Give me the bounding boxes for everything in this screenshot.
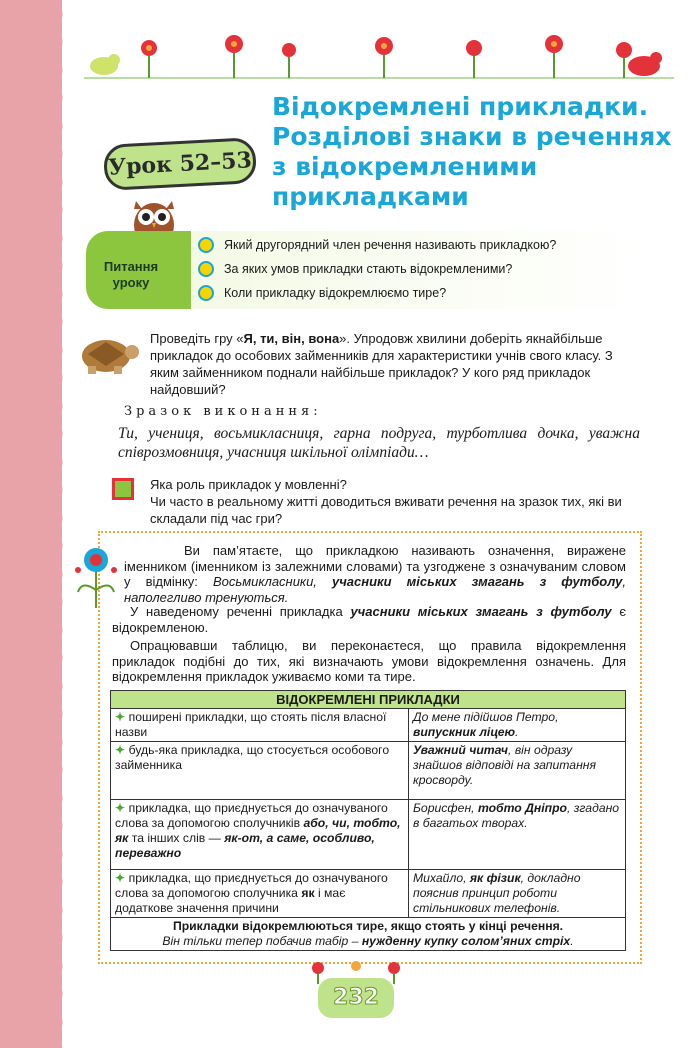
table-row: ✦ прикладка, що приєднується до означуваного слова за допомогою сполучника як і має додаткове значення причини Михайло, як фізик, докладно пояснив принцип роботи стільникових телефонів. [111, 870, 626, 918]
lesson-title: Відокремлені прикладки. Розділові знаки в реченнях з відокремленими прикладками [272, 92, 672, 211]
turtle-icon [74, 330, 140, 378]
discussion-questions: Яка роль прикладок у мовленні? Чи часто в реальному житті доводиться вживати речення на зразок тих, які ви складали під час гри? [150, 477, 622, 526]
sample-text: Ти, учениця, восьмикласниця, гарна подруга, турботлива дочка, уважна співрозмовниця, учасниця шкільної олімпіади… [118, 425, 640, 461]
discussion-square-icon [112, 478, 134, 500]
bullet-icon [198, 237, 214, 253]
sample-heading: Зразок виконання: [124, 404, 322, 419]
game-name: Я, ти, він, вона [243, 331, 340, 346]
table-header-row [111, 691, 626, 709]
plus-icon: ✦ [115, 801, 129, 815]
questions-label: Питання уроку [103, 259, 159, 290]
bullet-icon [198, 285, 214, 301]
lesson-questions-panel [86, 231, 646, 309]
theory-paragraph-1: Ви пам’ятаєте, що прикладкою називають означення, виражене іменником (іменником із залежними словами) та узгоджене з означуваним словом у відмінку: Восьмикласники, учасники міських змагань з футболу, наполегливо тренуються. [124, 543, 627, 605]
table-row: ✦ будь-яка прикладка, що стосується особового займенника Уважний читач, він одразу знайшов відповіді на запитання кросворду. [111, 742, 626, 800]
table-row: ✦ прикладка, що приєднується до означуваного слова за допомогою сполучників або, чи, тобто, як та інших слів — як-от, а саме, особливо, переважно Борисфен, тобто Дніпро, згадано в багатьох творах. [111, 800, 626, 870]
table-header: ВІДОКРЕМЛЕНІ ПРИКЛАДКИ [111, 691, 626, 709]
theory-paragraph-3: Опрацювавши таблицю, ви переконаєтеся, що правила відокремлення прикладок подібні до тих, які визначають умови відокремлення означень. Для відокремлення прикладок уживаємо коми та тире. [112, 638, 626, 684]
bullet-icon [198, 261, 214, 277]
question-item: Коли прикладку відокремлюємо тире? [198, 283, 446, 303]
plus-icon: ✦ [115, 871, 129, 885]
plus-icon: ✦ [115, 710, 129, 724]
footer-example: Він тільки тепер побачив табір – нужденну купку солом’яних стріх. [162, 934, 574, 948]
table-footer-row [111, 918, 626, 951]
lesson-number-label: Урок 52–53 [107, 147, 253, 181]
questions-list [192, 231, 646, 309]
footer-rule: Прикладки відокремлюються тире, якщо стоять у кінці речення. [172, 919, 564, 933]
plus-icon: ✦ [115, 743, 129, 757]
table-row: ✦ поширені прикладки, що стоять після власної назви До мене підійшов Петро, випускник ліцею. [111, 709, 626, 742]
page-number: 232 [318, 978, 394, 1018]
flower-garland-decoration [84, 30, 674, 90]
flower-icon [68, 540, 124, 610]
lesson-number-badge [103, 137, 257, 191]
game-instructions: Проведіть гру «Я, ти, він, вона». Упродовж хвилини доберіть якнайбільше прикладок до особових займенників для характеристики учнів свого класу. З яким займенником поднали найбільше прикладок? У кого ряд прикладок найдовший? [150, 331, 613, 397]
appositive-rules-table [110, 690, 626, 951]
scalloped-edge [48, 0, 78, 1048]
theory-paragraph-2: У наведеному реченні прикладка учасники міських змагань з футболу є відокремленою. [112, 604, 627, 635]
question-item: Який другорядний член речення називають прикладкою? [198, 235, 556, 255]
question-item: За яких умов прикладки стають відокремленими? [198, 259, 512, 279]
